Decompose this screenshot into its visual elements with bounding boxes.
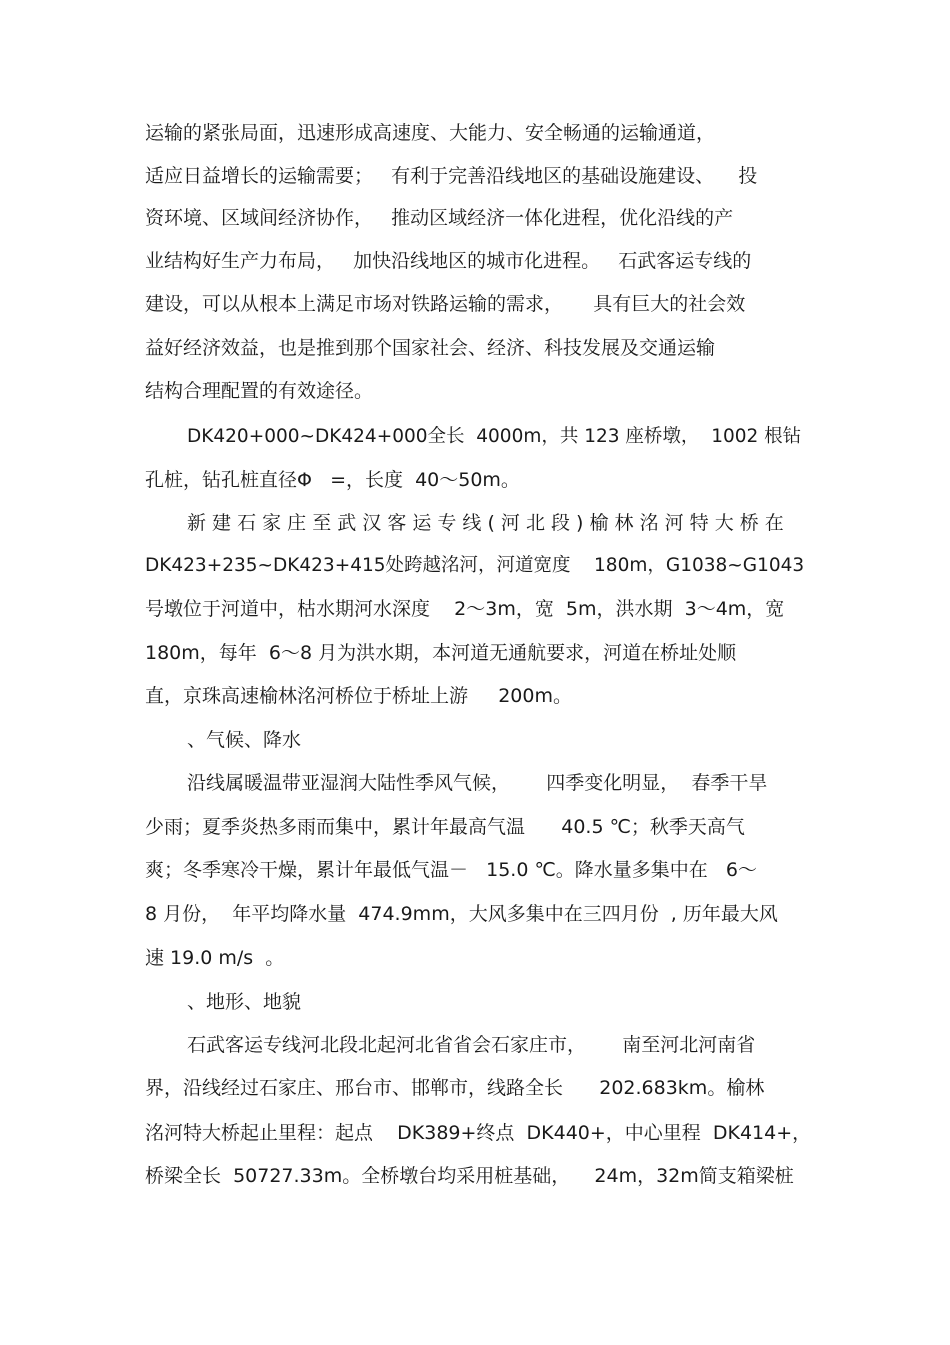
text-line: 石武客运专线河北段北起河北省省会石家庄市， 南至河北河南省 xyxy=(187,1034,756,1056)
text-line: 8 月份， 年平均降水量 474.9mm，大风多集中在三四月份 , 历年最大风 xyxy=(145,903,778,925)
text-line: 运输的紧张局面，迅速形成高速度、大能力、安全畅通的运输通道， xyxy=(145,122,716,144)
text-line: 爽；冬季寒冷干燥，累计年最低气温－ 15.0 ℃。降水量多集中在 6～ xyxy=(145,859,758,881)
text-line: 洺河特大桥起止里程：起点 DK389+终点 DK440+，中心里程 DK414+， xyxy=(145,1122,812,1144)
text-line: 号墩位于河道中，枯水期河水深度 2～3m，宽 5m，洪水期 3～4m，宽 xyxy=(145,598,785,620)
text-line: 速 19.0 m/s 。 xyxy=(145,947,285,969)
text-line: 桥梁全长 50727.33m。全桥墩台均采用桩基础， 24m，32m简支箱梁桩 xyxy=(145,1165,794,1187)
text-line: 界，沿线经过石家庄、邢台市、邯郸市，线路全长 202.683km。榆林 xyxy=(145,1077,765,1099)
text-line: DK423+235~DK423+415处跨越洺河，河道宽度 180m，G1038~G1043 xyxy=(145,555,805,576)
text-line: 结构合理配置的有效途径。 xyxy=(145,380,374,402)
text-line: DK420+000~DK424+000全长 4000m，共 123 座桥墩， 1002 根钻 xyxy=(187,426,802,447)
text-line: 少雨；夏季炎热多雨而集中，累计年最高气温 40.5 ℃；秋季天高气 xyxy=(145,816,745,838)
text-line: 新 建 石 家 庄 至 武 汉 客 运 专 线 ( 河 北 段 ) 榆 林 洺 河 特 大 桥 在 xyxy=(187,512,784,534)
text-line: 适应日益增长的运输需要； 有利于完善沿线地区的基础设施建设、 投 xyxy=(145,165,758,187)
text-line: 沿线属暖温带亚湿润大陆性季风气候， 四季变化明显， 春季干旱 xyxy=(187,772,768,794)
text-line: 益好经济效益，也是推到那个国家社会、经济、科技发展及交通运输 xyxy=(145,337,716,359)
text-line: 资环境、区域间经济协作， 推动区域经济一体化进程，优化沿线的产 xyxy=(145,207,734,229)
text-line: 业结构好生产力布局， 加快沿线地区的城市化进程。 石武客运专线的 xyxy=(145,250,752,272)
text-line: 孔桩，钻孔桩直径Φ =，长度 40～50m。 xyxy=(145,469,520,491)
section-heading: 、气候、降水 xyxy=(187,729,302,751)
section-heading: 、地形、地貌 xyxy=(187,991,302,1013)
text-line: 直，京珠高速榆林洺河桥位于桥址上游 200m。 xyxy=(145,685,572,707)
text-line: 180m，每年 6～8 月为洪水期，本河道无通航要求，河道在桥址处顺 xyxy=(145,642,737,664)
text-line: 建设，可以从根本上满足市场对铁路运输的需求， 具有巨大的社会效 xyxy=(145,293,746,315)
